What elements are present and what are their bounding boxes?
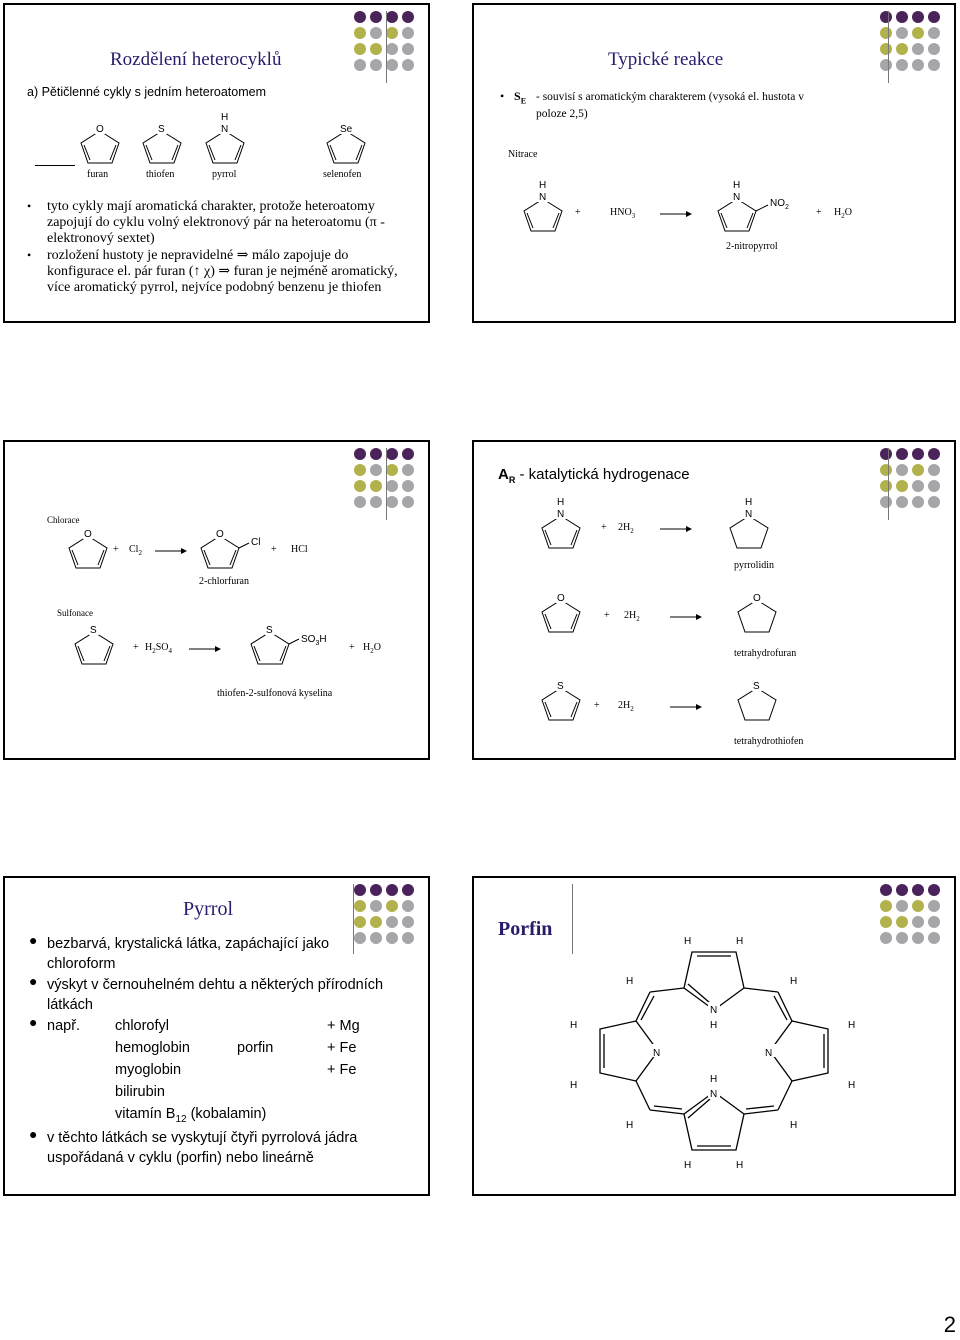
bullet-density: rozložení hustoty je nepravidelné ⇒ málo zapojuje do konfigurace el. pár furan (↑ χ) ⇒ furan je nejméně aromatický, více aromatický pyrrol, nejvíce podobný benzenu je thiofen [47,248,398,295]
slide-typical-reactions [472,3,956,323]
decor-dot [354,496,366,508]
decor-dot [896,59,908,71]
slide-pyrrole-info [3,876,430,1196]
decor-dot [402,43,414,55]
decor-dot [370,448,382,460]
decor-dot [354,480,366,492]
decor-dot [354,464,366,476]
chlorination-label: Chlorace [47,515,80,525]
bullet-occurrence: výskyt v černouhelném dehtu a některých přírodních látkách [47,977,384,1013]
furan-reactant [63,528,113,570]
decor-dot [896,932,908,944]
decor-dot [896,448,908,460]
reagent-h2so4: $H_2SO_4$ [145,642,173,655]
decor-dot [896,11,908,23]
product-name-sulfonic-acid: thiofen-2-sulfonová kyselina [217,688,333,699]
bullet-aromatic: tyto cykly mají aromatická charakter, protože heteroatomy zapojují do cyklu volný elektronový pár na heteroatomu (π - elektronový sextet) [47,199,385,246]
slide-title: $A_R$ - katalytická hydrogenace [498,466,690,485]
decor-dot [402,448,414,460]
slide-title: Porfin [498,918,553,940]
name-pyrrole: pyrrol [212,169,237,180]
plus-sign: + [113,544,119,555]
se-description: - souvisí s aromatickým charakterem (vysoká el. hustota v poloze 2,5) [536,91,804,120]
svg-text:O: O [216,529,224,540]
decor-dot [896,900,908,912]
svg-text:H: H [848,1020,856,1031]
decor-dot [912,900,924,912]
svg-text:H: H [736,1160,744,1171]
metal-fe: + Fe [327,1040,357,1056]
compound-myoglobin: myoglobin [115,1062,182,1078]
divider-line [888,11,889,83]
svg-text:H: H [626,976,634,987]
decor-dot [880,448,892,460]
svg-text:H: H [736,936,744,947]
slide-hydrogenation [472,440,956,760]
compound-porfin: porfin [237,1040,274,1056]
metal-mg: + Mg [327,1018,360,1034]
product-name-chlorofuran: 2-chlorfuran [199,576,249,587]
plus-sign: + [133,642,139,653]
atom-label: O [96,124,104,135]
product-name-nitropyrrole: 2-nitropyrrol [726,241,778,252]
svg-text:S: S [266,625,273,636]
decor-dot [354,884,366,896]
decor-dot [880,43,892,55]
plus-sign: + [816,207,822,218]
decor-dot [386,27,398,39]
pyrrole-reactant [536,496,586,550]
divider-line [386,448,387,520]
decor-dot [386,496,398,508]
decor-dot [386,916,398,928]
thiophene-reactant [536,680,586,722]
decor-dot [912,496,924,508]
svg-text:H: H [570,1020,578,1031]
bullet-dot: ● [29,975,38,990]
decor-dot [370,43,382,55]
decor-dot [402,496,414,508]
plus-sign: + [604,610,610,621]
svg-text:N: N [710,1005,718,1016]
product-name-tht: tetrahydrothiofen [734,736,804,747]
svg-text:O: O [557,593,565,604]
bullet-example-lead: např. [47,1018,81,1034]
compound-bilirubin: bilirubin [115,1084,165,1100]
svg-text:H: H [557,497,565,508]
svg-text:H: H [790,1120,798,1131]
decor-dot [880,496,892,508]
decor-dot [928,916,940,928]
atom-label: S [158,124,165,135]
svg-text:S: S [557,681,564,692]
decor-dot [402,480,414,492]
decor-dots [878,882,948,948]
decor-dot [354,916,366,928]
decor-dot [880,27,892,39]
decor-dot [370,932,382,944]
decor-dot [386,464,398,476]
decor-dot [354,43,366,55]
decor-dot [370,27,382,39]
decor-dot [880,884,892,896]
decor-dot [880,932,892,944]
decor-dot [896,43,908,55]
reaction-arrow [670,703,702,711]
decor-dot [896,27,908,39]
divider-line [386,11,387,83]
decor-dot [912,916,924,928]
svg-text:N: N [557,509,565,520]
compound-vitamin-b12: vitamín $B_{12}$ (kobalamin) [115,1106,267,1125]
decor-dot [402,464,414,476]
decor-dot [386,43,398,55]
svg-text:H: H [745,497,753,508]
decor-dot [880,480,892,492]
divider-line [888,448,889,520]
svg-text:H: H [710,1020,718,1031]
decor-dot [880,59,892,71]
decor-dot [880,11,892,23]
nitropyrrole-product [712,179,802,233]
svg-text:N: N [710,1089,718,1100]
furan-structure [75,123,125,165]
reaction-arrow [155,547,187,555]
name-thiophene: thiofen [146,169,175,180]
decor-dot [912,480,924,492]
decor-dot [912,464,924,476]
compound-chlorofyl: chlorofyl [115,1018,169,1034]
decor-dot [386,480,398,492]
atom-label: H [221,112,229,123]
decor-dot [912,11,924,23]
name-selenophene: selenofen [323,169,362,180]
name-furan: furan [87,169,109,180]
slide-heterocycles-classification [3,3,430,323]
plus-sign: + [575,207,581,218]
decor-dot [354,900,366,912]
decor-dot [354,11,366,23]
atom-label: Se [340,124,353,135]
product-water: $H_2O$ [834,207,852,220]
decor-dot [928,59,940,71]
decor-dots [352,446,422,512]
decor-dots [352,9,422,75]
nitration-label: Nitrace [508,149,538,160]
plus-sign: + [601,522,607,533]
product-name-thf: tetrahydrofuran [734,648,797,659]
decor-dot [402,916,414,928]
decor-dot [386,448,398,460]
svg-text:H: H [733,180,741,191]
decor-dot [386,884,398,896]
reagent-h2: $2H_2$ [618,700,634,713]
bullet-dot: ● [29,934,38,949]
svg-text:N: N [653,1048,661,1059]
svg-text:S: S [753,681,760,692]
decor-dot [928,43,940,55]
decor-dot [928,480,940,492]
thiophene-reactant [69,624,119,666]
decor-dot [880,916,892,928]
decor-dot [386,59,398,71]
decor-dot [402,59,414,71]
tetrahydrofuran-product [732,592,782,634]
svg-text:NO2: $NO_2$ [770,198,789,211]
plus-sign: + [271,544,277,555]
svg-text:N: N [765,1048,773,1059]
decor-dot [370,480,382,492]
slide-title: Typické reakce [608,49,724,70]
svg-text:H: H [848,1080,856,1091]
decor-dot [912,932,924,944]
plus-sign: + [594,700,600,711]
decor-dot [370,59,382,71]
compound-hemoglobin: hemoglobin [115,1040,190,1056]
slide-porphin [472,876,956,1196]
decor-dot [402,27,414,39]
decor-dot [354,59,366,71]
svg-text:H: H [710,1074,718,1085]
svg-text:H: H [790,976,798,987]
reaction-arrow [189,645,221,653]
svg-text:H: H [570,1080,578,1091]
reaction-arrow [670,613,702,621]
decor-dot [402,884,414,896]
decor-dot [354,27,366,39]
tetrahydrothiophene-product [732,680,782,722]
product-hcl: HCl [291,544,308,555]
decor-dot [928,27,940,39]
decor-dot [880,464,892,476]
slide-title: Pyrrol [183,898,233,920]
svg-text:N: N [733,192,741,203]
pyrrole-reactant [518,179,568,233]
reagent-cl2: $Cl_2$ [129,544,142,557]
decor-dot [402,900,414,912]
svg-text:Cl: Cl [251,537,261,548]
selenophene-structure [321,123,371,165]
decor-dot [386,11,398,23]
pyrrolidine-product [724,496,774,550]
decor-dot [370,916,382,928]
decor-dot [896,496,908,508]
decor-dot [912,43,924,55]
svg-text:H: H [626,1120,634,1131]
reaction-arrow [660,210,692,218]
bullet-pyrrole-nuclei: v těchto látkách se vyskytují čtyři pyrrolová jádra uspořádaná v cyklu (porfin) nebo lineárně [47,1130,358,1166]
decor-dot [912,884,924,896]
decor-dot [896,464,908,476]
decor-dot [370,496,382,508]
furan-reactant [536,592,586,634]
chlorofuran-product [195,528,265,570]
svg-text:O: O [753,593,761,604]
decor-dot [880,900,892,912]
reagent-hno3: $HNO_3$ [610,207,636,220]
underline-mark [35,165,75,166]
metal-fe: + Fe [327,1062,357,1078]
bullet-dot: ● [29,1128,38,1143]
decor-dot [928,448,940,460]
porphin-structure [564,912,864,1192]
svg-text:SO3H: $SO_3H$ [301,634,327,647]
decor-dot [928,932,940,944]
decor-dot [370,11,382,23]
decor-dot [402,11,414,23]
reagent-h2: $2H_2$ [624,610,640,623]
decor-dot [370,464,382,476]
page-number: 2 [943,1312,956,1337]
pyrrole-structure [200,111,250,165]
decor-dot [928,11,940,23]
bullet-dot: • [500,89,505,103]
decor-dot [928,496,940,508]
decor-dot [354,448,366,460]
decor-dot [912,448,924,460]
decor-dot [912,27,924,39]
svg-text:N: N [539,192,547,203]
svg-text:O: O [84,529,92,540]
bullet-dot: • [27,199,32,213]
decor-dot [386,932,398,944]
bullet-dot: • [27,248,32,262]
decor-dot [928,900,940,912]
decor-dot [896,884,908,896]
decor-dot [402,932,414,944]
svg-text:H: H [684,936,692,947]
decor-dot [912,59,924,71]
se-label: $S_E$ [514,89,527,106]
atom-label: N [221,124,229,135]
product-water: $H_2O$ [363,642,381,655]
slide-title: Rozdělení heterocyklů [110,49,282,70]
subtitle: a) Pětičlenné cykly s jedním heteroatomem [27,85,266,99]
decor-dot [896,480,908,492]
bullet-dot: ● [29,1016,38,1031]
decor-dot [896,916,908,928]
svg-text:N: N [745,509,753,520]
plus-sign: + [349,642,355,653]
svg-text:S: S [90,625,97,636]
sulfonic-acid-product [245,624,355,666]
sulfonation-label: Sulfonace [57,608,93,618]
reaction-arrow [660,525,692,533]
decor-dot [370,884,382,896]
svg-text:H: H [684,1160,692,1171]
bullet-properties: bezbarvá, krystalická látka, zapáchající jako chloroform [47,936,330,972]
decor-dot [386,900,398,912]
svg-text:H: H [539,180,547,191]
decor-dot [370,900,382,912]
slide-chlorination-sulfonation [3,440,430,760]
decor-dot [928,884,940,896]
thiophene-structure [137,123,187,165]
reagent-h2: $2H_2$ [618,522,634,535]
decor-dot [928,464,940,476]
product-name-pyrrolidine: pyrrolidin [734,560,774,571]
